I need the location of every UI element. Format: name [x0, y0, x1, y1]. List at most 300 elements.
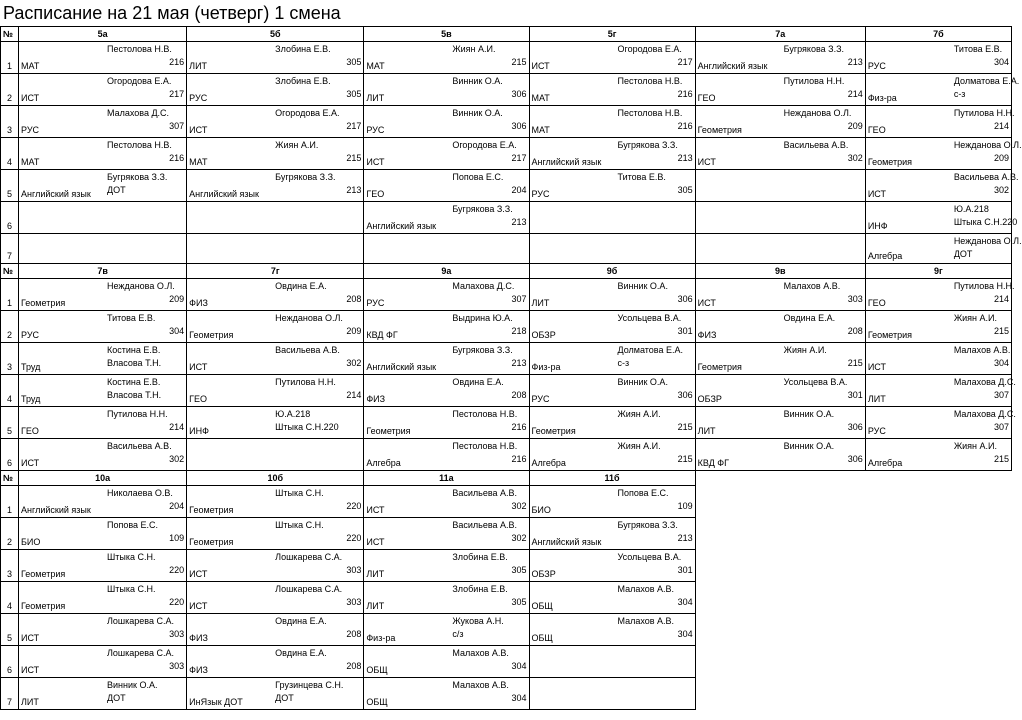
lesson-cell: [364, 202, 529, 234]
subject-name: Алгебра: [366, 458, 401, 468]
teacher-name: Жиян А.И.: [783, 345, 827, 355]
schedule-table: [0, 26, 1022, 710]
subject-name: ОБЗР: [697, 394, 722, 404]
subject-name: ИСТ: [21, 633, 40, 643]
lesson-number: 4: [1, 375, 19, 407]
teacher-name: Бугрякова З.З.: [617, 520, 678, 530]
lesson-number: 3: [1, 343, 19, 375]
subject-name: КВД ФГ: [366, 330, 398, 340]
subject-name: ИнЯзык ДОТ: [189, 697, 243, 707]
lesson-cell: [364, 106, 529, 138]
lesson-cell: [695, 407, 865, 439]
room-number: 301: [677, 326, 693, 336]
teacher-name: Малахов А.В.: [783, 281, 841, 291]
subject-name: ИСТ: [867, 362, 886, 372]
subject-name: БИО: [21, 537, 41, 547]
room-number: 216: [677, 89, 693, 99]
room-number: 215: [993, 326, 1009, 336]
room-number: 302: [993, 185, 1009, 195]
table-row: [1, 74, 1012, 106]
teacher-name: Васильева А.В.: [783, 140, 849, 150]
teacher-name: Огородова Е.А.: [452, 140, 517, 150]
number-header: №: [1, 471, 19, 486]
subject-name: ГЕО: [21, 426, 39, 436]
teacher-name: Штыка С.Н.: [107, 552, 156, 562]
teacher-name: Долматова Е.А.: [953, 76, 1020, 86]
lesson-cell: [187, 202, 364, 234]
subject-name: ИСТ: [366, 537, 385, 547]
room-number: 218: [511, 326, 527, 336]
subject-name: ИСТ: [531, 61, 550, 71]
teacher-name: Пестолова Н.В.: [452, 441, 518, 451]
table-row: [1, 202, 1012, 234]
room-number: 302: [511, 533, 527, 543]
empty-space: [865, 646, 1011, 678]
subject-name: РУС: [366, 125, 385, 135]
lesson-number: 6: [1, 439, 19, 471]
teacher-name: Лошкарева С.А.: [275, 584, 343, 594]
class-header: 11б: [529, 471, 695, 486]
subject-name: МАТ: [21, 61, 40, 71]
lesson-cell: [695, 375, 865, 407]
lesson-cell: [529, 646, 695, 678]
room-number: 306: [511, 121, 527, 131]
lesson-cell: [19, 550, 187, 582]
lesson-cell: [529, 138, 695, 170]
subject-name: ФИЗ: [697, 330, 717, 340]
subject-name: МАТ: [366, 61, 385, 71]
teacher-name: Нежданова О.Л.: [783, 108, 852, 118]
subject-name: ОБЩ: [366, 697, 388, 707]
lesson-cell: [865, 138, 1022, 170]
subject-name: ГЕО: [697, 93, 716, 103]
teacher-name: Злобина Е.В.: [275, 44, 331, 54]
lesson-cell: [187, 343, 364, 375]
room-number: 306: [511, 89, 527, 99]
teacher-name: Титова Е.В.: [617, 172, 666, 182]
lesson-number: 5: [1, 407, 19, 439]
subject-name: Английский язык: [697, 61, 768, 71]
lesson-cell: [19, 582, 187, 614]
room-number: 209: [847, 121, 863, 131]
number-header: №: [1, 264, 19, 279]
room-number: 305: [511, 565, 527, 575]
subject-name: МАТ: [21, 157, 40, 167]
lesson-cell: [19, 646, 187, 678]
class-header-row: [1, 471, 1012, 486]
room-number: 209: [169, 294, 185, 304]
subject-name: ЛИТ: [531, 298, 550, 308]
teacher-note: с-з: [953, 89, 966, 99]
teacher-name: Овдина Е.А.: [275, 616, 327, 626]
teacher-name: Лошкарева С.А.: [107, 648, 174, 658]
room-number: 215: [677, 454, 693, 464]
subject-name: РУС: [531, 394, 550, 404]
teacher-name: Малахов А.В.: [452, 648, 509, 658]
room-number: 209: [993, 153, 1009, 163]
lesson-number: 5: [1, 614, 19, 646]
teacher-name: Бугрякова З.З.: [783, 44, 845, 54]
subject-name: ИСТ: [366, 505, 385, 515]
teacher-name: Овдина Е.А.: [275, 281, 327, 291]
lesson-cell: [364, 234, 529, 264]
room-number: 301: [677, 565, 693, 575]
class-header: 5б: [187, 27, 364, 42]
class-header-row: [1, 264, 1012, 279]
room-number: 220: [169, 565, 185, 575]
lesson-number: 2: [1, 311, 19, 343]
room-number: 217: [346, 121, 362, 131]
lesson-cell: [529, 518, 695, 550]
teacher-name: Малахов А.В.: [617, 584, 675, 594]
subject-name: Труд: [21, 362, 41, 372]
lesson-cell: [529, 582, 695, 614]
lesson-cell: [364, 138, 529, 170]
teacher-name: Николаева О.В.: [107, 488, 173, 498]
subject-name: Геометрия: [697, 125, 742, 135]
page-title: Расписание на 21 мая (четверг) 1 смена: [3, 3, 341, 23]
teacher-name: Винник О.А.: [617, 281, 668, 291]
lesson-cell: [187, 407, 364, 439]
lesson-cell: [695, 311, 865, 343]
room-number: 303: [169, 661, 185, 671]
subject-name: ЛИТ: [366, 569, 385, 579]
subject-name: ФИЗ: [366, 394, 386, 404]
teacher-name: Огородова Е.А.: [275, 108, 340, 118]
table-row: [1, 234, 1012, 264]
room-number: 305: [511, 597, 527, 607]
subject-name: ЛИТ: [697, 426, 716, 436]
class-header: 9в: [695, 264, 865, 279]
room-number: 213: [677, 153, 693, 163]
room-number: 302: [346, 358, 362, 368]
class-header: 9г: [865, 264, 1011, 279]
empty-space: [865, 614, 1011, 646]
subject-name: Английский язык: [21, 189, 91, 199]
subject-name: ФИЗ: [189, 633, 208, 643]
lesson-cell: [529, 614, 695, 646]
subject-name: МАТ: [189, 157, 208, 167]
lesson-cell: [19, 439, 187, 471]
teacher-note: с-з: [617, 358, 630, 368]
teacher-note: ДОТ: [107, 693, 126, 703]
class-header: 11а: [364, 471, 529, 486]
room-number: 220: [169, 597, 185, 607]
lesson-cell: [529, 678, 695, 710]
empty-space: [695, 582, 865, 614]
subject-name: Геометрия: [21, 569, 66, 579]
lesson-cell: [865, 311, 1011, 343]
empty-header-space: [865, 471, 1011, 486]
room-number: 306: [677, 294, 693, 304]
room-number: 306: [847, 422, 863, 432]
subject-name: РУС: [21, 125, 40, 135]
room-number: 215: [346, 153, 362, 163]
subject-name: Геометрия: [189, 505, 234, 515]
room-number: 214: [169, 422, 185, 432]
lesson-cell: [187, 518, 364, 550]
lesson-number: 2: [1, 74, 19, 106]
lesson-cell: [364, 170, 529, 202]
room-number: 305: [346, 57, 362, 67]
room-number: 217: [677, 57, 693, 67]
room-number: 213: [847, 57, 863, 67]
subject-name: Алгебра: [531, 458, 566, 468]
room-number: 307: [169, 121, 185, 131]
room-number: 204: [511, 185, 527, 195]
lesson-cell: [529, 234, 695, 264]
room-number: 304: [511, 661, 527, 671]
teacher-name: Штыка С.Н.: [275, 488, 324, 498]
lesson-cell: [364, 486, 529, 518]
subject-name: ИСТ: [867, 189, 886, 199]
empty-space: [865, 550, 1011, 582]
teacher-name: Малахова Д.С.: [107, 108, 170, 118]
teacher-name: Нежданова О.Л.: [275, 313, 343, 323]
teacher-name: Винник О.А.: [783, 441, 835, 451]
room-number: 208: [511, 390, 527, 400]
lesson-cell: [364, 343, 529, 375]
teacher-name: Малахов А.В.: [617, 616, 675, 626]
teacher-name: Бугрякова З.З.: [452, 204, 513, 214]
subject-name: ГЕО: [867, 298, 886, 308]
subject-name: ИНФ: [189, 426, 209, 436]
teacher-name: Путилова Н.Н.: [107, 409, 168, 419]
teacher-name: Лошкарева С.А.: [275, 552, 343, 562]
lesson-cell: [865, 202, 1018, 234]
subject-name: ИСТ: [697, 298, 716, 308]
lesson-cell: [865, 170, 1019, 202]
subject-name: БИО: [531, 505, 551, 515]
lesson-cell: [187, 678, 364, 710]
teacher-name: Усольцева В.А.: [617, 313, 682, 323]
room-number: 304: [993, 358, 1009, 368]
teacher-name: Бугрякова З.З.: [617, 140, 678, 150]
room-number: 307: [993, 390, 1009, 400]
room-number: 305: [677, 185, 693, 195]
empty-space: [695, 518, 865, 550]
lesson-number: 7: [1, 234, 19, 264]
teacher-name: Васильева А.В.: [107, 441, 172, 451]
lesson-number: 3: [1, 550, 19, 582]
subject-name: Геометрия: [21, 601, 66, 611]
class-header: 7г: [187, 264, 364, 279]
teacher-note: Власова Т.Н.: [107, 358, 162, 368]
lesson-cell: [865, 74, 1020, 106]
room-number: 109: [677, 501, 693, 511]
table-row: [1, 279, 1012, 311]
subject-name: ИСТ: [189, 362, 208, 372]
subject-name: ФИЗ: [189, 665, 208, 675]
lesson-cell: [364, 279, 529, 311]
room-number: 305: [346, 89, 362, 99]
room-number: 307: [993, 422, 1009, 432]
empty-space: [695, 646, 865, 678]
lesson-cell: [19, 202, 187, 234]
teacher-name: Пестолова Н.В.: [452, 409, 518, 419]
subject-name: Геометрия: [867, 330, 913, 340]
class-header-row: [1, 27, 1012, 42]
lesson-cell: [187, 74, 364, 106]
teacher-name: Винник О.А.: [617, 377, 668, 387]
lesson-cell: [529, 74, 695, 106]
subject-name: ЛИТ: [189, 61, 208, 71]
table-row: [1, 582, 1012, 614]
teacher-name: Путилова Н.Н.: [783, 76, 845, 86]
teacher-name: Костина Е.В.: [107, 345, 161, 355]
lesson-number: 2: [1, 518, 19, 550]
teacher-note: Власова Т.Н.: [107, 390, 162, 400]
teacher-name: Титова Е.В.: [107, 313, 156, 323]
room-number: 303: [169, 629, 185, 639]
lesson-cell: [364, 375, 529, 407]
teacher-name: Малахов А.В.: [452, 680, 509, 690]
subject-name: ИСТ: [189, 125, 208, 135]
subject-name: ИСТ: [21, 665, 40, 675]
subject-name: Физ-ра: [366, 633, 396, 643]
room-number: 220: [346, 501, 362, 511]
table-row: [1, 170, 1012, 202]
lesson-cell: [364, 678, 529, 710]
room-number: 215: [993, 454, 1009, 464]
subject-name: МАТ: [531, 125, 550, 135]
teacher-name: Огородова Е.А.: [107, 76, 172, 86]
lesson-cell: [695, 74, 865, 106]
lesson-cell: [695, 343, 865, 375]
table-row: [1, 311, 1012, 343]
lesson-cell: [865, 439, 1011, 471]
table-row: [1, 518, 1012, 550]
subject-name: Английский язык: [366, 362, 437, 372]
lesson-cell: [695, 138, 865, 170]
room-number: 302: [847, 153, 863, 163]
teacher-name: Васильева А.В.: [953, 172, 1019, 182]
lesson-number: 1: [1, 486, 19, 518]
lesson-cell: [529, 202, 695, 234]
subject-name: Английский язык: [366, 221, 437, 231]
subject-name: ИСТ: [697, 157, 716, 167]
lesson-cell: [529, 106, 695, 138]
teacher-name: Винник О.А.: [783, 409, 835, 419]
table-row: [1, 375, 1012, 407]
subject-name: ОБЩ: [531, 633, 553, 643]
teacher-name: Васильева А.В.: [452, 520, 518, 530]
teacher-name: Штыка С.Н.: [107, 584, 156, 594]
room-number: 306: [847, 454, 863, 464]
room-number: 213: [677, 533, 693, 543]
teacher-name: Жиян А.И.: [275, 140, 319, 150]
lesson-cell: [529, 170, 695, 202]
lesson-cell: [19, 311, 187, 343]
subject-name: ГЕО: [189, 394, 208, 404]
lesson-cell: [364, 614, 529, 646]
lesson-cell: [187, 486, 364, 518]
class-header: 7б: [865, 27, 1011, 42]
lesson-cell: [19, 518, 187, 550]
room-number: 303: [847, 294, 863, 304]
lesson-cell: [865, 375, 1016, 407]
room-number: 301: [847, 390, 863, 400]
lesson-number: 3: [1, 106, 19, 138]
class-header: 5а: [19, 27, 187, 42]
lesson-cell: [19, 234, 187, 264]
subject-name: ИНФ: [867, 221, 888, 231]
subject-name: Английский язык: [531, 157, 602, 167]
teacher-name: Грузинцева С.Н.: [275, 680, 344, 690]
subject-name: ОБЩ: [366, 665, 388, 675]
lesson-number: 1: [1, 279, 19, 311]
lesson-cell: [865, 279, 1015, 311]
room-number: 214: [993, 121, 1009, 131]
teacher-name: Усольцева В.А.: [783, 377, 848, 387]
teacher-name: Винник О.А.: [107, 680, 158, 690]
teacher-name: Малахов А.В.: [953, 345, 1011, 355]
lesson-number: 6: [1, 202, 19, 234]
lesson-cell: [529, 407, 695, 439]
subject-name: ИСТ: [21, 93, 40, 103]
subject-name: Английский язык: [21, 505, 91, 515]
lesson-cell: [364, 646, 529, 678]
subject-name: ИСТ: [366, 157, 385, 167]
subject-name: Труд: [21, 394, 41, 404]
teacher-name: Жукова А.Н.: [452, 616, 504, 626]
room-number: 208: [346, 294, 362, 304]
subject-name: Геометрия: [697, 362, 742, 372]
room-number: 216: [511, 422, 527, 432]
teacher-name: Попова Е.С.: [452, 172, 504, 182]
room-number: 204: [169, 501, 185, 511]
class-header: 5г: [529, 27, 695, 42]
subject-name: ЛИТ: [366, 93, 385, 103]
room-number: 215: [677, 422, 693, 432]
room-number: 304: [511, 693, 527, 703]
room-number: 217: [169, 89, 185, 99]
lesson-cell: [364, 518, 529, 550]
class-header: 9а: [364, 264, 529, 279]
room-number: 215: [511, 57, 527, 67]
class-header: 10б: [187, 471, 364, 486]
lesson-cell: [364, 582, 529, 614]
lesson-cell: [695, 234, 865, 264]
room-number: 303: [346, 565, 362, 575]
subject-name: ФИЗ: [189, 298, 208, 308]
subject-name: РУС: [867, 61, 886, 71]
room-number: 214: [346, 390, 362, 400]
room-number: 209: [346, 326, 362, 336]
teacher-name: Пестолова Н.В.: [107, 140, 172, 150]
room-number: 208: [346, 629, 362, 639]
teacher-name: Путилова Н.Н.: [953, 108, 1015, 118]
table-row: [1, 646, 1012, 678]
lesson-cell: [529, 375, 695, 407]
teacher-name: Жиян А.И.: [452, 44, 496, 54]
teacher-name: Винник О.А.: [452, 108, 503, 118]
empty-space: [695, 550, 865, 582]
subject-name: ОБЩ: [531, 601, 553, 611]
subject-name: ОБЗР: [531, 330, 556, 340]
number-header: №: [1, 27, 19, 42]
lesson-number: 5: [1, 170, 19, 202]
lesson-cell: [187, 550, 364, 582]
lesson-cell: [529, 343, 695, 375]
subject-name: ИСТ: [21, 458, 40, 468]
teacher-name: Ю.А.218: [275, 409, 311, 419]
lesson-cell: [187, 170, 364, 202]
table-row: [1, 138, 1012, 170]
lesson-cell: [865, 42, 1011, 74]
teacher-name: Злобина Е.В.: [275, 76, 331, 86]
table-row: [1, 678, 1012, 710]
